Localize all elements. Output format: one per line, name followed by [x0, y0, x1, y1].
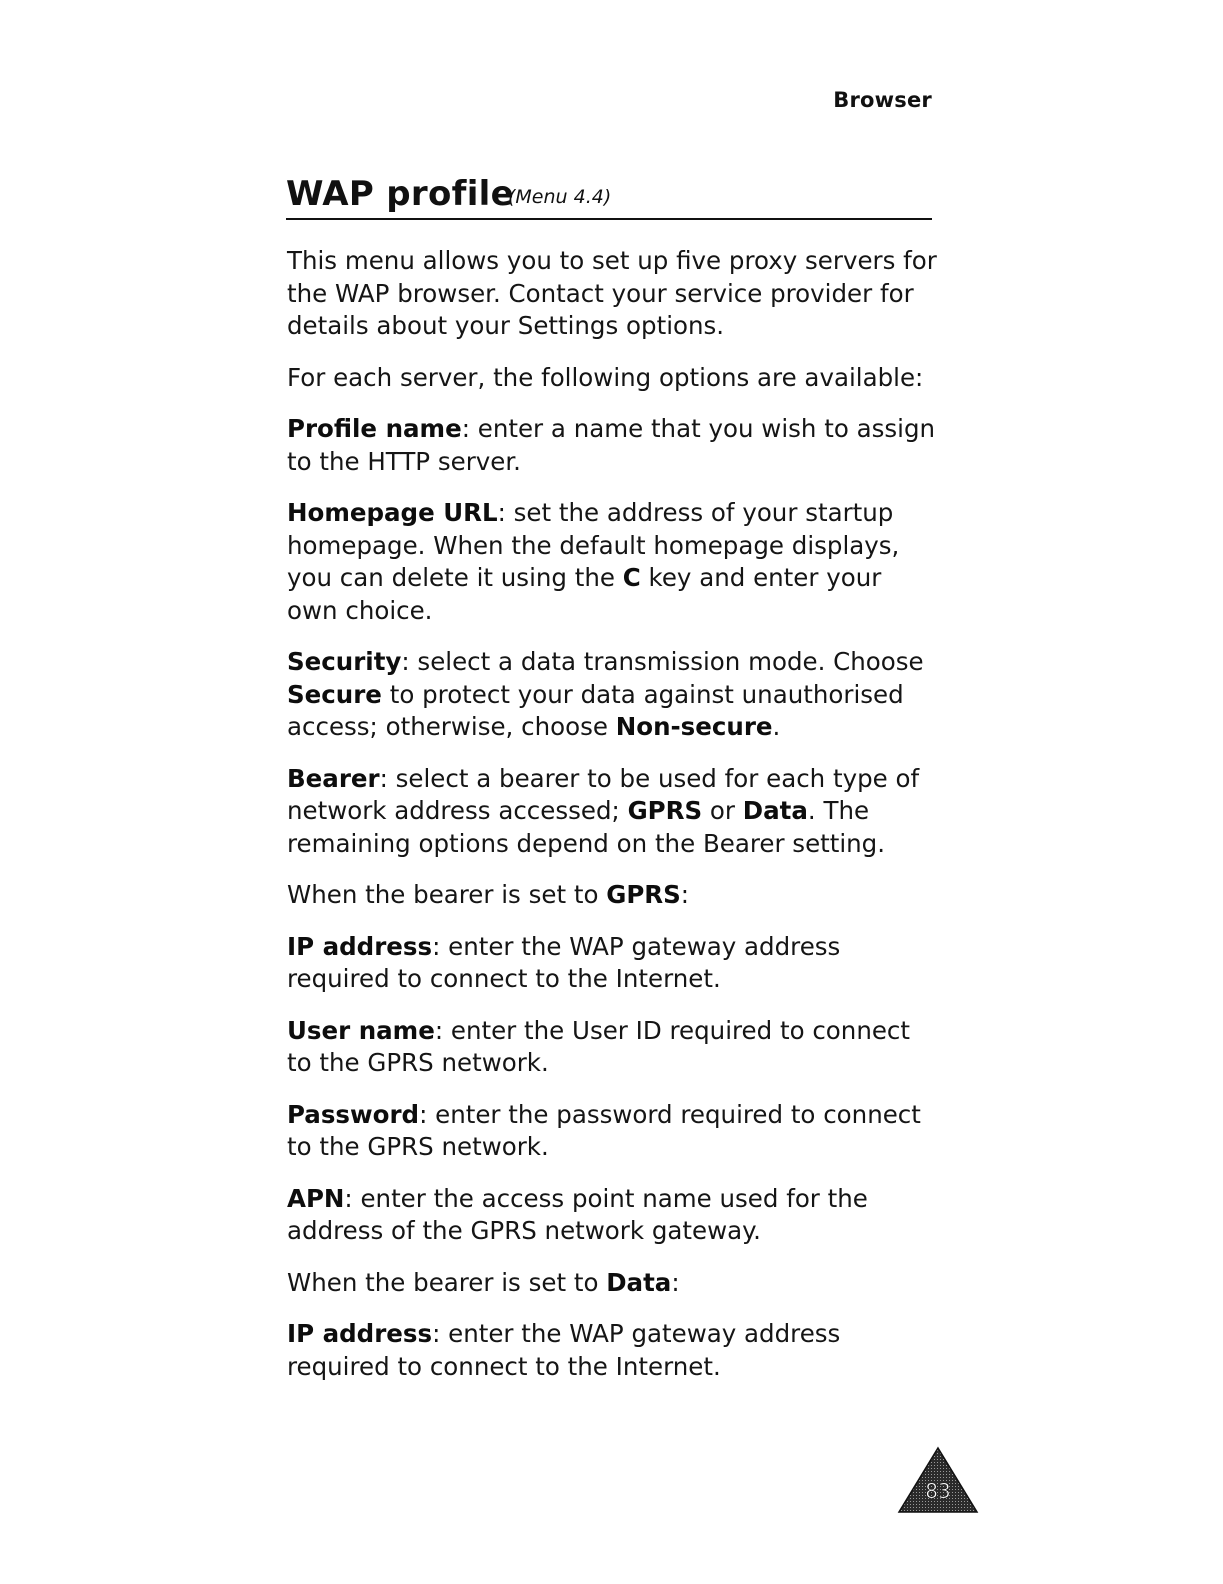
running-header: Browser	[833, 88, 932, 112]
term: Homepage URL	[287, 498, 498, 527]
term: Security	[287, 647, 402, 676]
option: GPRS	[606, 880, 681, 909]
section-heading	[286, 168, 932, 220]
security-paragraph: Security: select a data transmission mode. Choose Secure to protect your data against unauthorised access; otherwise, choose Non-secure.	[287, 647, 924, 741]
menu-reference: (Menu 4.4)	[508, 186, 612, 208]
term: IP address	[287, 931, 433, 961]
intro-paragraph: This menu allows you to set up five proxy servers for the WAP browser. Contact your service provider for details about your Settings options.	[287, 246, 937, 340]
ip-address-data-paragraph: IP address: enter the WAP gateway address required to connect to the Internet.	[287, 1319, 841, 1381]
homepage-url-paragraph: Homepage URL: set the address of your startup homepage. When the default homepage displays, you can delete it using the C key and enter your own choice.	[287, 498, 900, 625]
gprs-intro-paragraph: When the bearer is set to GPRS:	[287, 880, 690, 909]
apn-paragraph: APN: enter the access point name used for the address of the GPRS network gateway.	[287, 1183, 868, 1245]
key-name: C	[622, 563, 641, 592]
term: Bearer	[287, 763, 380, 793]
option: Data	[606, 1267, 672, 1297]
option: GPRS	[627, 796, 703, 825]
option: Data	[742, 796, 808, 825]
term: User name	[287, 1015, 435, 1045]
option: Non-secure	[615, 712, 773, 741]
term: Password	[287, 1099, 420, 1129]
each-server-paragraph: For each server, the following options are available:	[287, 362, 924, 392]
option: Secure	[287, 679, 382, 709]
term: APN	[287, 1183, 345, 1213]
term: IP address	[287, 1319, 433, 1348]
bearer-paragraph: Bearer: select a bearer to be used for each type of network address accessed; GPRS or Data. The remaining options depend on the Bearer setting.	[287, 763, 920, 858]
page-number: 83	[925, 1479, 951, 1503]
term: Profile name	[287, 414, 462, 443]
ip-address-gprs-paragraph: IP address: enter the WAP gateway address required to connect to the Internet.	[287, 931, 841, 993]
triangle-icon	[897, 1446, 979, 1514]
user-name-paragraph: User name: enter the User ID required to connect to the GPRS network.	[287, 1015, 911, 1077]
profile-name-paragraph: Profile name: enter a name that you wish to assign to the HTTP server.	[287, 414, 936, 476]
password-paragraph: Password: enter the password required to connect to the GPRS network.	[287, 1099, 921, 1161]
page-number-badge	[897, 1446, 979, 1514]
data-intro-paragraph: When the bearer is set to Data:	[287, 1267, 680, 1297]
section-title: WAP profile	[286, 174, 514, 214]
body-text	[287, 245, 937, 1402]
